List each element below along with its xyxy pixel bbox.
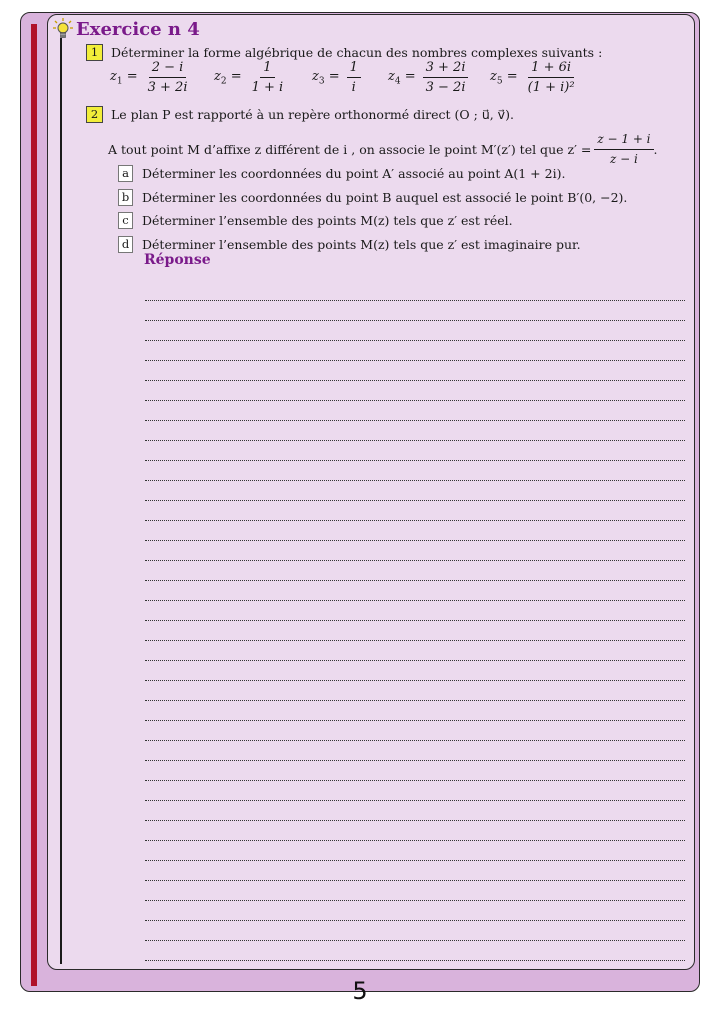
expression-list <box>110 60 590 104</box>
answer-line[interactable] <box>145 600 685 601</box>
question-2-definition: A tout point M d’affixe z différent de i , on associe le point M′(z′) tel que z′ = $\frac{z - 1 + i}{z - i}$ . <box>108 132 658 166</box>
answer-line[interactable] <box>145 720 685 721</box>
question-number-badge: 1 <box>86 44 103 61</box>
answer-heading: Réponse <box>144 252 211 268</box>
answer-line[interactable] <box>145 840 685 841</box>
answer-line[interactable] <box>145 640 685 641</box>
answer-line[interactable] <box>145 800 685 801</box>
answer-line[interactable] <box>145 480 685 481</box>
question-1 <box>86 44 602 61</box>
sub-question-text: Déterminer l’ensemble des points M(z) tels que z′ est réel. <box>142 213 513 228</box>
answer-line[interactable] <box>145 700 685 701</box>
answer-line[interactable] <box>145 860 685 861</box>
side-accent-bar <box>31 24 37 986</box>
exercise-header <box>52 16 200 42</box>
question-2-text: Le plan P est rapporté à un repère orthonormé direct (O ; u⃗, v⃗). <box>111 107 514 122</box>
definition-text: A tout point M d’affixe z différent de i , on associe le point M′(z′) tel que z′ = <box>108 142 592 157</box>
answer-line[interactable] <box>145 420 685 421</box>
answer-line[interactable] <box>145 740 685 741</box>
page-number: 5 <box>352 977 368 1005</box>
answer-line[interactable] <box>145 460 685 461</box>
expression-z3: $z_3$ = $\frac{1}{i}$ <box>312 60 361 95</box>
answer-line[interactable] <box>145 780 685 781</box>
sub-question-b <box>118 189 627 206</box>
expression-z4: $z_4$ = $\frac{3 + 2i}{3 - 2i}$ <box>388 60 468 95</box>
question-2 <box>86 106 514 123</box>
sub-question-c <box>118 212 513 229</box>
sub-question-a <box>118 165 565 182</box>
sub-question-text: Déterminer les coordonnées du point B auquel est associé le point B′(0, −2). <box>142 190 628 205</box>
answer-line[interactable] <box>145 940 685 941</box>
answer-line[interactable] <box>145 920 685 921</box>
sub-question-label: c <box>118 212 133 229</box>
answer-line[interactable] <box>145 320 685 321</box>
sub-question-label: b <box>118 189 133 206</box>
lightbulb-icon <box>52 17 74 41</box>
question-1-text: Déterminer la forme algébrique de chacun des nombres complexes suivants : <box>111 45 603 60</box>
expression-z5: $z_5$ = $\frac{1 + 6i}{\text{(1 + i)²}}$ <box>490 60 575 95</box>
answer-line[interactable] <box>145 820 685 821</box>
answer-line[interactable] <box>145 340 685 341</box>
answer-line[interactable] <box>145 360 685 361</box>
left-rule <box>60 38 62 964</box>
expression-z2: $z_2$ = $\frac{1}{1 + i}$ <box>214 60 284 95</box>
answer-line[interactable] <box>145 300 685 301</box>
sub-question-text: Déterminer l’ensemble des points M(z) tels que z′ est imaginaire pur. <box>142 237 581 252</box>
answer-line[interactable] <box>145 580 685 581</box>
answer-line[interactable] <box>145 380 685 381</box>
answer-line[interactable] <box>145 560 685 561</box>
answer-line[interactable] <box>145 520 685 521</box>
answer-line[interactable] <box>145 500 685 501</box>
answer-line[interactable] <box>145 440 685 441</box>
answer-line[interactable] <box>145 900 685 901</box>
sub-question-label: d <box>118 236 133 253</box>
expression-z1: $z_1$ = $\frac{2 - i}{3 + 2i}$ <box>110 60 188 95</box>
sub-question-text: Déterminer les coordonnées du point A′ associé au point A(1 + 2i). <box>142 166 566 181</box>
definition-fraction: $\frac{z - 1 + i}{z - i}$ <box>594 132 653 167</box>
exercise-title: Exercice n 4 <box>76 18 200 40</box>
answer-line[interactable] <box>145 880 685 881</box>
answer-line[interactable] <box>145 960 685 961</box>
answer-line[interactable] <box>145 660 685 661</box>
answer-line[interactable] <box>145 400 685 401</box>
answer-line[interactable] <box>145 680 685 681</box>
question-number-badge: 2 <box>86 106 103 123</box>
answer-line[interactable] <box>145 620 685 621</box>
sub-question-label: a <box>118 165 133 182</box>
answer-line[interactable] <box>145 760 685 761</box>
sub-question-d <box>118 236 581 253</box>
answer-line[interactable] <box>145 540 685 541</box>
